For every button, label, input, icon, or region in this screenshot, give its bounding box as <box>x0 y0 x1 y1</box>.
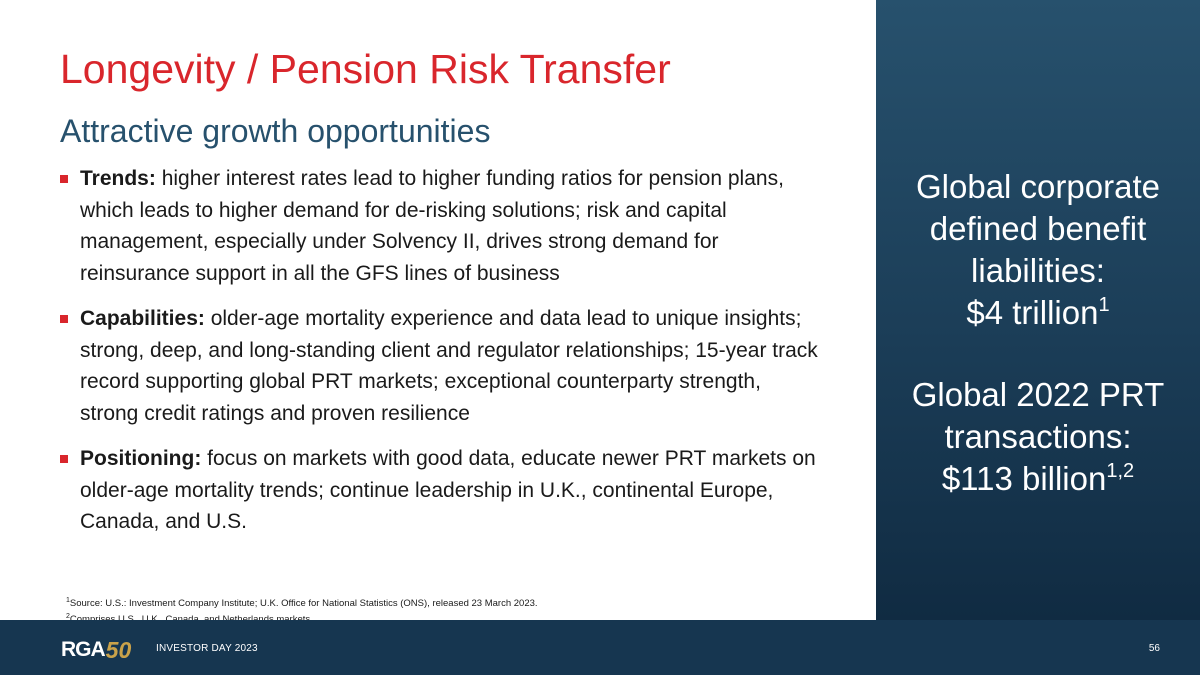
page-number: 56 <box>1148 643 1160 654</box>
stat-line: defined benefit <box>929 210 1147 247</box>
bullet-text: higher interest rates lead to higher funding ratios for pension plans, which leads to higher demand for de-risking solutions; risk and capital management, especially under Solvency II, drives strong demand for reinsurance support in all the GFS lines of business <box>80 167 784 285</box>
bullet-square-icon <box>60 455 68 463</box>
stat-footnote-ref: 1,2 <box>1106 460 1135 482</box>
slide-title: Longevity / Pension Risk Transfer <box>60 46 671 92</box>
bullet-list <box>60 163 820 552</box>
stat-value-text: $113 billion <box>941 460 1107 497</box>
stat-value-text: $4 trillion <box>966 294 1099 331</box>
rga-logo <box>61 639 131 661</box>
bullet-label: Trends: <box>80 167 156 190</box>
footnote-marker: 2 <box>66 612 70 620</box>
stat-prt-transactions <box>876 374 1200 500</box>
stat-line: liabilities: <box>971 252 1105 289</box>
bullet-text: older-age mortality experience and data lead to unique insights; strong, deep, and long-standing client and regulator relationships; 15-year track record supporting global PRT markets; exceptional counterparty strength, strong credit ratings and proven resilience <box>80 307 818 425</box>
stat-liabilities <box>876 166 1200 334</box>
logo-anniversary-mark: 50 <box>105 637 132 663</box>
logo-wordmark: RGA <box>61 638 105 661</box>
bullet-trends <box>60 163 820 289</box>
footnote-marker: 1 <box>66 597 70 604</box>
event-label: INVESTOR DAY 2023 <box>156 643 258 654</box>
stat-line: transactions: <box>944 418 1132 455</box>
stat-value <box>876 458 1200 500</box>
bullet-label: Positioning: <box>80 447 202 470</box>
footnote-1 <box>66 595 538 611</box>
stats-panel <box>876 0 1200 620</box>
footnote-text: Source: U.S.: Investment Company Institute; U.K. Office for National Statistics (ONS), released 23 March 2023. <box>69 598 538 610</box>
bullet-label: Capabilities: <box>80 307 205 330</box>
stat-line: Global corporate <box>916 168 1160 205</box>
slide-subtitle: Attractive growth opportunities <box>60 113 491 149</box>
stat-line: Global 2022 PRT <box>911 376 1165 413</box>
bullet-square-icon <box>60 315 68 323</box>
stat-footnote-ref: 1 <box>1098 294 1110 316</box>
bullet-square-icon <box>60 175 68 183</box>
stat-value <box>876 292 1200 334</box>
bullet-text: focus on markets with good data, educate newer PRT markets on older-age mortality trends; continue leadership in U.K., continental Europe, Canada, and U.S. <box>80 447 816 533</box>
bullet-capabilities <box>60 303 820 429</box>
bullet-positioning <box>60 443 820 538</box>
